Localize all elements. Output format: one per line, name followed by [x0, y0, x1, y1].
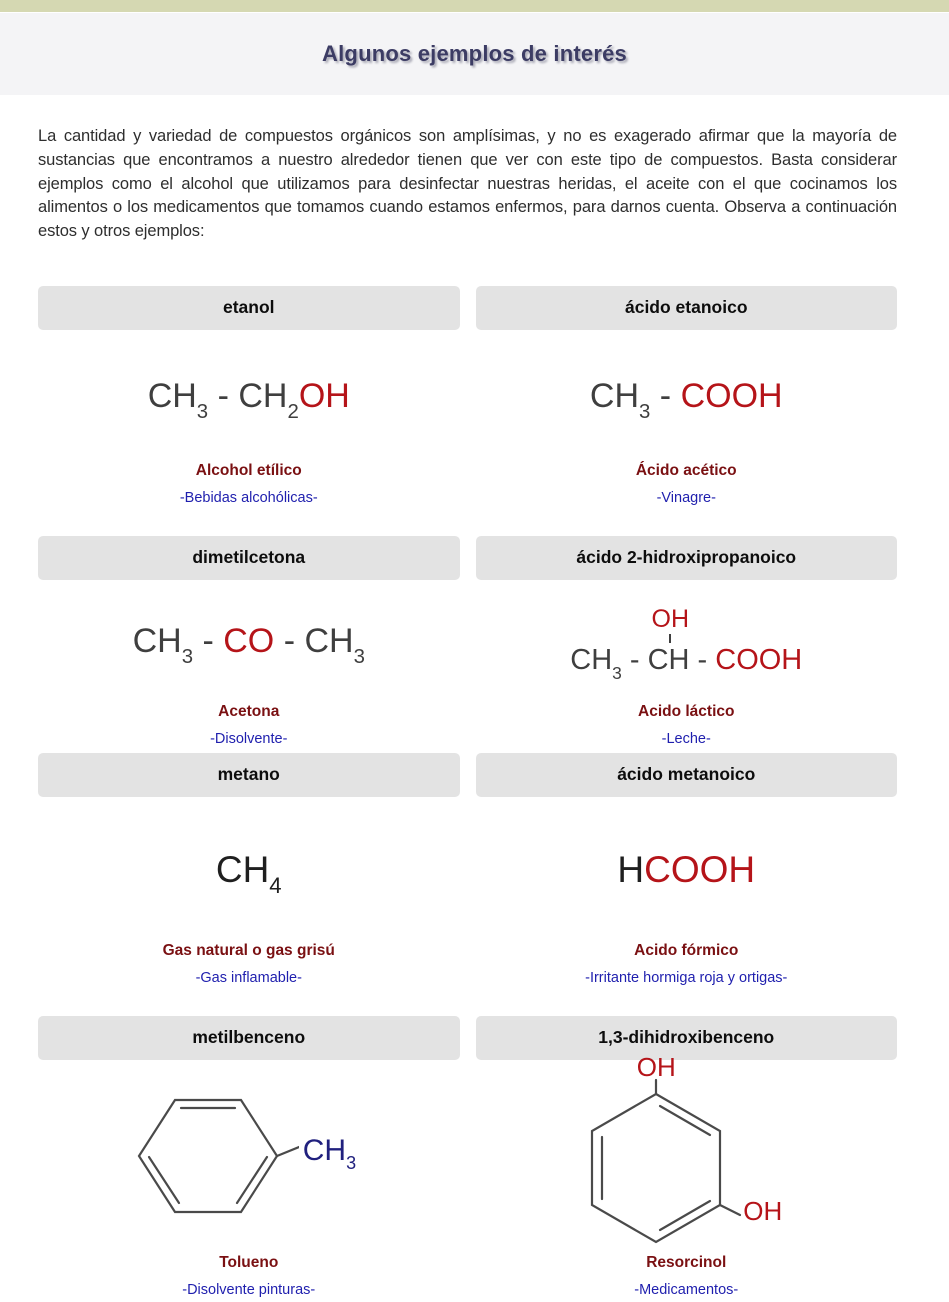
- compound-use: -Irritante hormiga roja y ortigas-: [585, 969, 788, 986]
- intro-paragraph: La cantidad y variedad de compuestos orgánicos son amplísimas, y no es exagerado afirmar que la mayoría de sustancias que encontramos a nuestro alrededor tienen que ver con este tipo de compuestos. Basta considerar ejemplos como el alcohol que utilizamos para desinfectar nuestras heridas, el aceite con el que cocinamos los alimentos o los medicamentos que tomamos cuando estamos enfermos, para darnos cuenta. Observa a continuación estos y otros ejemplos:: [38, 127, 897, 240]
- compound-card: [476, 1016, 898, 1300]
- hydroxyl-group-label-top: OH: [636, 1051, 676, 1082]
- compound-iupac-name: 1,3-dihidroxibenceno: [598, 1027, 775, 1048]
- compound-formula-area: [476, 797, 898, 942]
- methyl-bond: [277, 1147, 299, 1156]
- compound-use: -Vinagre-: [656, 489, 716, 506]
- benzene-ring-drawing: [133, 1094, 299, 1220]
- compound-iupac-name: metano: [217, 764, 280, 785]
- compound-header: [38, 286, 460, 330]
- compound-common-name: Ácido acético: [635, 461, 737, 479]
- benzene-ring-drawing: [580, 1064, 742, 1248]
- compound-card: [38, 536, 460, 753]
- compound-card: [476, 753, 898, 1016]
- compound-formula-area: [476, 580, 898, 703]
- compound-common-name: Alcohol etílico: [195, 461, 302, 479]
- compound-header: [38, 753, 460, 797]
- condensed-formula: $CH_3$ - CO - $CH_3$: [132, 622, 365, 669]
- top-accent-bar: [0, 0, 949, 13]
- compound-grid: [38, 286, 897, 1300]
- compound-header: [476, 753, 898, 797]
- compound-iupac-name: etanol: [222, 297, 275, 318]
- title-band: [0, 13, 949, 95]
- compound-iupac-name: dimetilcetona: [192, 547, 306, 568]
- compound-iupac-name: metilbenceno: [192, 1027, 306, 1048]
- condensed-formula: $CH_3$ - COOH: [589, 376, 783, 423]
- compound-common-name: Gas natural o gas grisú: [162, 941, 335, 959]
- resorcinol-structure: [580, 1051, 792, 1250]
- benzene-hexagon: [139, 1100, 277, 1212]
- vertical-bond: [669, 634, 671, 643]
- compound-header: [476, 1016, 898, 1060]
- compound-use: -Disolvente-: [210, 730, 288, 747]
- compound-common-name: Acido fórmico: [634, 941, 739, 959]
- compound-card: [476, 286, 898, 536]
- toluene-structure: [133, 1094, 365, 1220]
- compound-header: [476, 536, 898, 580]
- compound-formula-area: [38, 330, 460, 462]
- condensed-formula: OH $CH_3$ - CH - COOH: [570, 605, 803, 683]
- compound-common-name: Acetona: [218, 702, 280, 720]
- methyl-group-label: $CH_3$: [302, 1133, 357, 1174]
- hydroxyl-group-label-right: OH: [743, 1195, 783, 1226]
- compound-card: [38, 1016, 460, 1300]
- compound-iupac-name: ácido 2-hidroxipropanoico: [576, 547, 797, 568]
- condensed-formula: $CH_3 - CH_2OH$: [147, 376, 350, 423]
- compound-header: [38, 1016, 460, 1060]
- compound-card: [476, 536, 898, 753]
- compound-common-name: Tolueno: [219, 1253, 279, 1271]
- compound-formula-area: [476, 330, 898, 462]
- condensed-formula: HCOOH: [617, 848, 756, 890]
- benzene-hexagon: [592, 1094, 720, 1242]
- compound-use: -Leche-: [661, 730, 711, 747]
- compound-card: [38, 753, 460, 1016]
- compound-iupac-name: ácido metanoico: [617, 764, 756, 785]
- compound-iupac-name: ácido etanoico: [624, 297, 748, 318]
- compound-formula-area: [38, 797, 460, 942]
- page-title: Algunos ejemplos de interés: [322, 41, 627, 66]
- compound-use: -Medicamentos-: [634, 1281, 739, 1298]
- compound-use: -Gas inflamable-: [195, 969, 302, 986]
- compound-common-name: Acido láctico: [638, 702, 735, 720]
- compound-formula-area: [38, 1060, 460, 1254]
- compound-use: -Disolvente pinturas-: [182, 1281, 316, 1298]
- hydroxyl-bond-right: [720, 1205, 740, 1215]
- condensed-formula: $CH_4$: [215, 848, 282, 899]
- compound-use: -Bebidas alcohólicas-: [179, 489, 318, 506]
- compound-formula-area: [38, 580, 460, 703]
- compound-header: [38, 536, 460, 580]
- compound-common-name: Resorcinol: [646, 1253, 727, 1271]
- compound-formula-area: [476, 1051, 898, 1254]
- compound-header: [476, 286, 898, 330]
- compound-card: [38, 286, 460, 536]
